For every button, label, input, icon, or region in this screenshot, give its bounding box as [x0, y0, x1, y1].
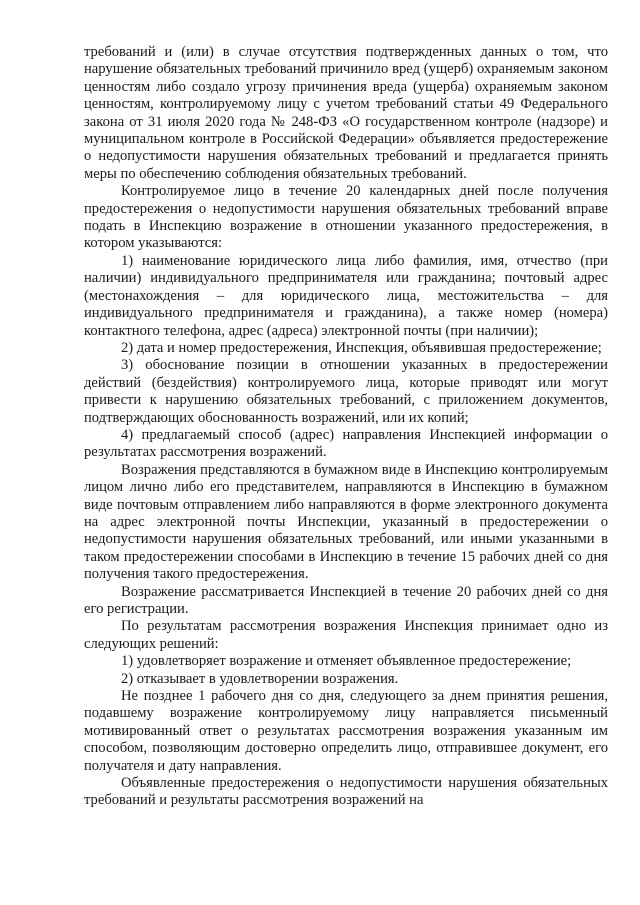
list-item-3-justification: 3) обоснование позиции в отношении указанных в предостережении действий (бездействия) контролируемого лица, которые приводят или могут привести к нарушению обязательных требований, с приложением документов, подтверждающих обоснованность возражений, или их копий;: [84, 357, 608, 426]
list-item-4-delivery-method: 4) предлагаемый способ (адрес) направления Инспекцией информации о результатах рассмотрения возражений.: [84, 426, 608, 461]
list-item-1-identification: 1) наименование юридического лица либо фамилия, имя, отчество (при наличии) индивидуального предпринимателя или гражданина; почтовый адрес (местонахождения – для юридического лица, местожительства – для индивидуального предпринимателя и гражданина), а также номер (номера) контактного телефона, адрес (адреса) электронной почты (при наличии);: [84, 252, 608, 339]
list-item-2-date-number: 2) дата и номер предостережения, Инспекция, объявившая предостережение;: [121, 339, 602, 356]
paragraph-review-period: Возражение рассматривается Инспекцией в течение 20 рабочих дней со дня его регистрации.: [84, 583, 608, 617]
paragraph-submission: Возражения представляются в бумажном виде в Инспекцию контролируемым лицом лично либо его представителем, направляются в Инспекцию в бумажном виде почтовым отправлением либо направляются в форме электронного документа на адрес электронной почты Инспекции, указанный в предостережении о недопустимости нарушения обязательных требований, или иными указанными в таком предостережении способами в Инспекцию в течение 15 рабочих дней со дня получения такого предостережения.: [84, 461, 608, 583]
paragraph-decisions-intro: По результатам рассмотрения возражения Инспекция принимает одно из следующих решений:: [84, 618, 608, 652]
paragraph-response: Не позднее 1 рабочего дня со дня, следующего за днем принятия решения, подавшему возражение контролируемому лицу направляется письменный мотивированный ответ о результатах рассмотрения возражения указанным им способом, позволяющим достоверно определить лицо, отправившее документ, его получателя и дату направления.: [84, 688, 608, 774]
paragraph-continuation: требований и (или) в случае отсутствия подтвержденных данных о том, что нарушение обязательных требований причинило вред (ущерб) охраняемым законом ценностям либо создало угрозу причинения вреда (ущерба) охраняемым законом ценностям, контролируемому лицу с учетом требований статьи 49 Федерального закона от 31 июля 2020 года № 248-ФЗ «О государственном контроле (надзоре) и муниципальном контроле в Российской Федерации» объявляется предостережение о недопустимости нарушения обязательных требований и предлагается принять меры по обеспечению соблюдения обязательных требований.: [84, 44, 608, 182]
list-item-decision-1: 1) удовлетворяет возражение и отменяет объявленное предостережение;: [121, 653, 572, 670]
paragraph-final: Объявленные предостережения о недопустимости нарушения обязательных требований и результаты рассмотрения возражений на: [84, 775, 608, 809]
paragraph-objection-right: Контролируемое лицо в течение 20 календарных дней после получения предостережения о недопустимости нарушения обязательных требований вправе подать в Инспекцию возражение в отношении указанного предостережения, в котором указываются:: [84, 183, 608, 252]
list-item-decision-2: 2) отказывает в удовлетворении возражения.: [121, 670, 399, 687]
